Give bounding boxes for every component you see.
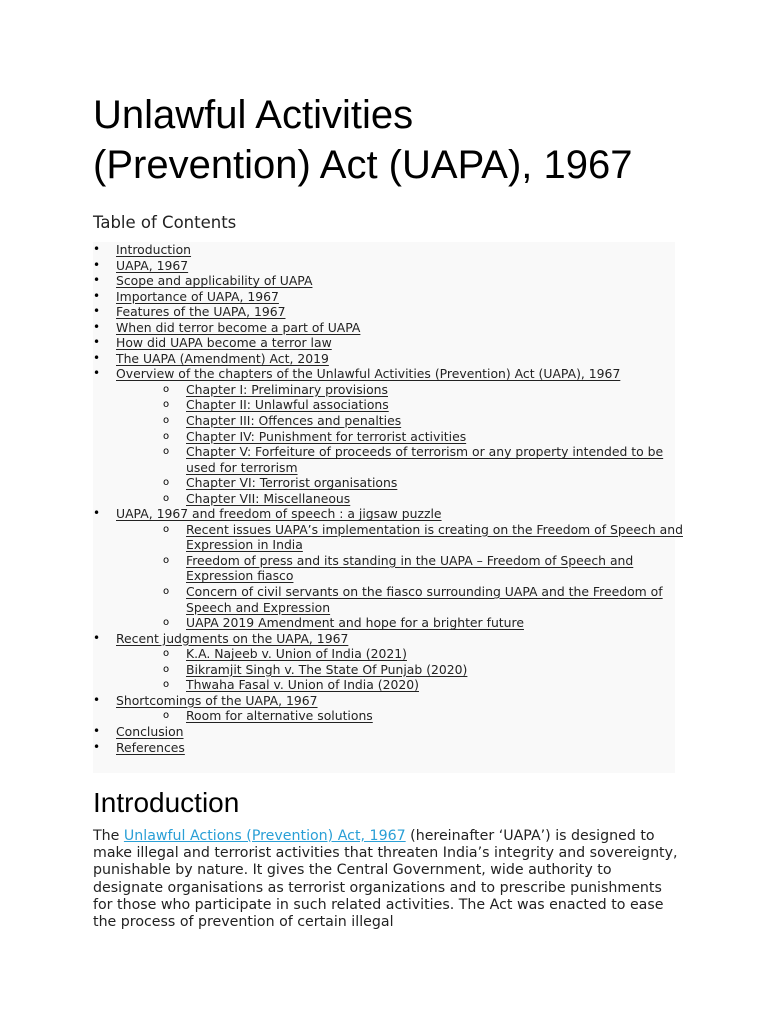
- document-title-line1: Unlawful Activities: [93, 93, 414, 137]
- toc-link[interactable]: Chapter III: Offences and penalties: [186, 413, 402, 429]
- toc-link[interactable]: Chapter IV: Punishment for terrorist activities: [186, 428, 467, 444]
- toc-item: [93, 397, 683, 413]
- toc-bullet: •: [93, 692, 101, 707]
- intro-text-after-link: (hereinafter ‘UAPA’) is designed to make illegal and terrorist activities that threaten India’s integrity and sovereignty, punishable by nature. It gives the Central Government, wide authority to designate organisations as terrorist organizations and to prescribe punishments for those who participate in such related activities. The Act was enacted to ease the process of prevention of certain illegal: [93, 828, 678, 931]
- toc-bullet: •: [93, 335, 101, 350]
- toc-item: [93, 615, 683, 631]
- toc-item: [93, 351, 683, 367]
- toc-link[interactable]: Chapter VII: Miscellaneous: [186, 490, 351, 506]
- toc-link[interactable]: Chapter II: Unlawful associations: [186, 397, 389, 413]
- toc-link[interactable]: UAPA, 1967 and freedom of speech : a jigsaw puzzle: [116, 506, 442, 522]
- toc-bullet: •: [93, 319, 101, 334]
- toc-bullet: •: [93, 273, 101, 288]
- toc-link[interactable]: Introduction: [116, 242, 192, 257]
- toc-item: [93, 646, 683, 662]
- toc-bullet: •: [93, 739, 101, 754]
- introduction-heading: Introduction: [93, 787, 240, 818]
- table-of-contents: [93, 242, 683, 755]
- toc-sub-bullet: o: [163, 710, 170, 722]
- toc-bullet: •: [93, 304, 101, 319]
- toc-item: [93, 304, 683, 320]
- toc-link[interactable]: Concern of civil servants on the fiasco surrounding UAPA and the Freedom of Speech and Expression: [186, 584, 663, 615]
- toc-link[interactable]: Scope and applicability of UAPA: [116, 273, 313, 289]
- toc-sub-bullet: o: [163, 523, 170, 535]
- toc-item: [93, 631, 683, 647]
- toc-item: [93, 320, 683, 336]
- toc-bullet: •: [93, 630, 101, 645]
- toc-item: [93, 475, 683, 491]
- toc-sub-bullet: o: [163, 586, 170, 598]
- toc-item: [93, 693, 683, 709]
- toc-item: [93, 258, 683, 274]
- toc-link[interactable]: How did UAPA become a terror law: [116, 335, 332, 351]
- toc-link[interactable]: The UAPA (Amendment) Act, 2019: [116, 350, 329, 366]
- toc-item: [93, 662, 683, 678]
- toc-sub-bullet: o: [163, 679, 170, 691]
- toc-bullet: •: [93, 242, 101, 256]
- document-title: [93, 90, 693, 190]
- toc-item: [93, 413, 683, 429]
- toc-bullet: •: [93, 723, 101, 738]
- toc-link[interactable]: Chapter V: Forfeiture of proceeds of terrorism or any property intended to be used for terrorism: [186, 444, 664, 475]
- toc-sub-bullet: o: [163, 617, 170, 629]
- toc-link[interactable]: Chapter I: Preliminary provisions: [186, 381, 388, 397]
- toc-item: [93, 366, 683, 382]
- toc-sub-bullet: o: [163, 554, 170, 566]
- toc-link[interactable]: References: [116, 739, 185, 755]
- toc-item: [93, 491, 683, 507]
- toc-bullet: •: [93, 366, 101, 381]
- uapa-act-link[interactable]: Unlawful Actions (Prevention) Act, 1967: [123, 828, 406, 844]
- toc-sub-bullet: o: [163, 648, 170, 660]
- toc-item: [93, 242, 683, 258]
- toc-link[interactable]: Features of the UAPA, 1967: [116, 304, 286, 320]
- toc-link[interactable]: Chapter VI: Terrorist organisations: [186, 475, 398, 491]
- toc-sub-bullet: o: [163, 399, 170, 411]
- toc-sub-bullet: o: [163, 477, 170, 489]
- toc-link[interactable]: UAPA, 1967: [116, 257, 189, 273]
- toc-sub-bullet: o: [163, 430, 170, 442]
- intro-text-before-link: The: [93, 828, 124, 844]
- toc-sub-bullet: o: [163, 415, 170, 427]
- toc-item: [93, 506, 683, 522]
- toc-link[interactable]: Thwaha Fasal v. Union of India (2020): [186, 677, 419, 693]
- toc-item: [93, 335, 683, 351]
- toc-bullet: •: [93, 257, 101, 272]
- toc-item: [93, 289, 683, 305]
- toc-link[interactable]: When did terror become a part of UAPA: [116, 319, 361, 335]
- toc-sub-bullet: o: [163, 446, 170, 458]
- toc-item: [93, 444, 683, 475]
- toc-bullet: •: [93, 506, 101, 521]
- toc-bullet: •: [93, 350, 101, 365]
- introduction-paragraph: [93, 828, 683, 931]
- toc-sub-bullet: o: [163, 383, 170, 395]
- toc-link[interactable]: Room for alternative solutions: [186, 708, 373, 724]
- toc-item: [93, 677, 683, 693]
- toc-item: [93, 553, 683, 584]
- toc-item: [93, 584, 683, 615]
- toc-item: [93, 382, 683, 398]
- toc-link[interactable]: Conclusion: [116, 723, 184, 739]
- toc-item: [93, 708, 683, 724]
- toc-heading: Table of Contents: [93, 213, 237, 232]
- toc-sub-bullet: o: [163, 663, 170, 675]
- toc-item: [93, 522, 683, 553]
- toc-link[interactable]: Overview of the chapters of the Unlawful Activities (Prevention) Act (UAPA), 1967: [116, 366, 621, 382]
- toc-item: [93, 724, 683, 740]
- toc-link[interactable]: Bikramjit Singh v. The State Of Punjab (2020): [186, 661, 468, 677]
- toc-sub-bullet: o: [163, 492, 170, 504]
- toc-link[interactable]: Freedom of press and its standing in the UAPA – Freedom of Speech and Expression fiasco: [186, 552, 634, 584]
- toc-link[interactable]: K.A. Najeeb v. Union of India (2021): [186, 646, 407, 662]
- toc-item: [93, 740, 683, 756]
- toc-item: [93, 429, 683, 445]
- document-title-line2: (Prevention) Act (UAPA), 1967: [93, 143, 633, 187]
- toc-bullet: •: [93, 288, 101, 303]
- toc-item: [93, 273, 683, 289]
- toc-link[interactable]: Shortcomings of the UAPA, 1967: [116, 692, 318, 708]
- toc-link[interactable]: Recent issues UAPA’s implementation is creating on the Freedom of Speech and Expression in India: [186, 521, 683, 553]
- toc-link[interactable]: Recent judgments on the UAPA, 1967: [116, 630, 349, 646]
- toc-link[interactable]: Importance of UAPA, 1967: [116, 288, 279, 304]
- toc-link[interactable]: UAPA 2019 Amendment and hope for a brighter future: [186, 615, 524, 631]
